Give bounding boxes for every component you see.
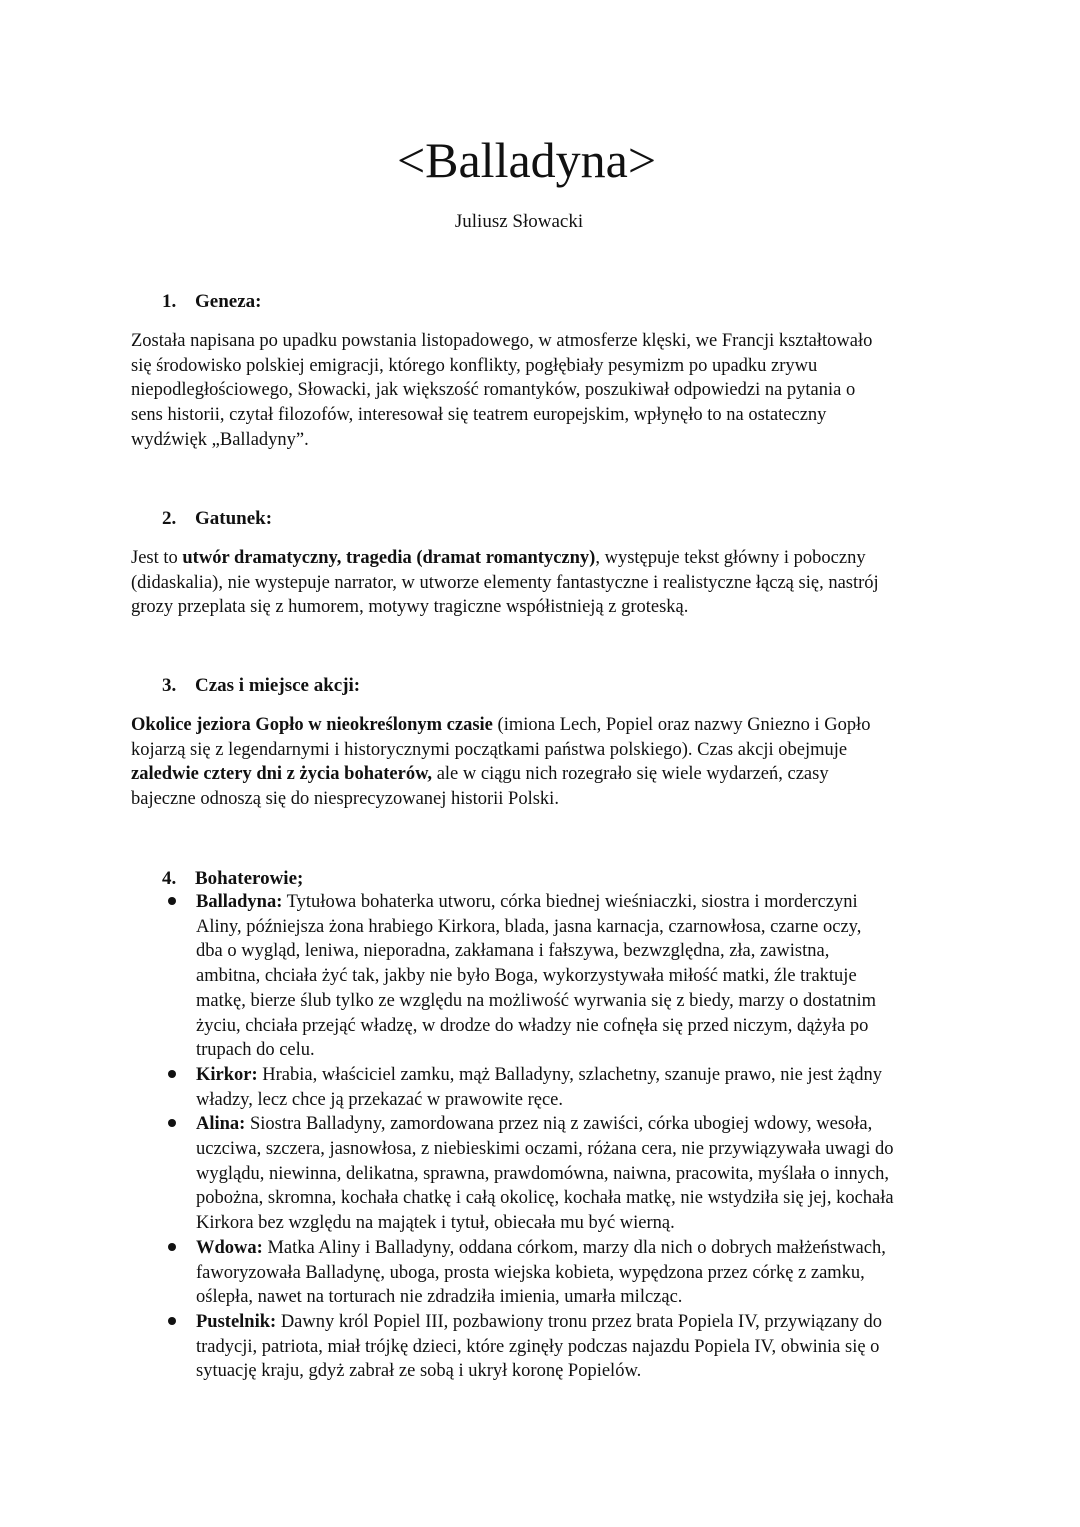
character-item-alina <box>0 1112 1080 1236</box>
paragraph-line: trupach do celu. <box>196 1040 315 1061</box>
paragraph-line <box>131 713 961 738</box>
bullet-icon <box>168 1070 176 1078</box>
character-item-wdowa <box>0 1236 1080 1310</box>
section-number: 4. <box>162 868 177 889</box>
paragraph-line: dba o wygląd, leniwa, nieporadna, zakłamana i fałszywa, bezwzględna, zła, zawistna, <box>196 941 830 962</box>
bullet-icon <box>168 1119 176 1127</box>
bold-text: Okolice jeziora Gopło w nieokreślonym czasie <box>131 715 493 735</box>
bullet-icon <box>168 1243 176 1251</box>
section-number: 1. <box>162 291 177 312</box>
text-run: Siostra Balladyny, zamordowana przez nią z zawiści, córka ubogiej wdowy, wesoła, <box>245 1114 873 1135</box>
text-run: Tytułowa bohaterka utworu, córka biednej wieśniaczki, siostra i morderczyni <box>282 892 858 912</box>
text-run: Dawny król Popiel III, pozbawiony tronu przez brata Popiela IV, przywiązany do <box>276 1311 883 1332</box>
paragraph-line <box>196 1112 1080 1137</box>
character-name: Wdowa: <box>196 1237 263 1258</box>
paragraph-line: Kirkora bez względu na majątek i tytuł, obiecała mu być wierną. <box>196 1213 675 1234</box>
paragraph-line: grozy przeplata się z humorem, motywy tragiczne współistnieją z groteską. <box>131 597 689 618</box>
section-heading-label: Geneza: <box>195 291 262 312</box>
text-run: Hrabia, właściciel zamku, mąż Balladyny, szlachetny, szanuje prawo, nie jest żądny <box>257 1064 882 1085</box>
section-heading-label: Czas i miejsce akcji: <box>195 675 361 696</box>
character-name: Balladyna: <box>196 892 283 912</box>
character-name: Kirkor: <box>196 1064 258 1085</box>
character-name: Pustelnik: <box>196 1311 277 1332</box>
bold-text: utwór dramatyczny, tragedia (dramat romantyczny) <box>182 548 596 568</box>
paragraph-line: kojarzą się z legendarnymi i historycznymi początkami państwa polskiego). Czas akcji obejmuje <box>131 739 848 760</box>
paragraph-line: matkę, bierze ślub tylko ze względu na możliwość wyrwania się z biedy, marzy o dostatnim <box>196 990 877 1011</box>
section-heading-label: Bohaterowie; <box>195 868 304 889</box>
paragraph-line <box>196 1236 1080 1261</box>
text-run: (imiona Lech, Popiel oraz nazwy Gniezno i Gopło <box>492 715 871 735</box>
paragraph-line: uczciwa, szczera, jasnowłosa, z niebieskimi oczami, różana cera, nie przywiązywała uwagi do <box>196 1139 894 1160</box>
characters-list <box>0 890 1080 1384</box>
paragraph-line <box>196 1310 1080 1335</box>
text-run: , występuje tekst główny i poboczny <box>595 548 866 568</box>
document-author: Juliusz Słowacki <box>454 211 584 232</box>
paragraph-line: (didaskalia), nie wystepuje narrator, w utworze elementy fantastyczne i realistyczne łączą się, nastrój <box>131 572 879 593</box>
paragraph-line: wydźwięk „Balladyny”. <box>131 429 309 450</box>
paragraph-line: sytuację kraju, gdyż zabrał ze sobą i ukrył koronę Popielów. <box>196 1361 642 1382</box>
section-body-gatunek <box>131 546 961 620</box>
paragraph-line: pobożna, skromna, kochała chatkę i całą okolicę, kochała matkę, nie wstydziła się jej, kochała <box>196 1188 894 1209</box>
character-item-balladyna <box>0 890 1080 1063</box>
text-run: Jest to <box>131 548 183 568</box>
paragraph-line: życiu, chciała przejąć władzę, w drodze do władzy nie cofnęła się przed niczym, dążyła po <box>196 1015 869 1036</box>
paragraph-line <box>196 1063 1080 1088</box>
paragraph-line: Aliny, późniejsza żona hrabiego Kirkora, blada, jasna karnacja, czarnowłosa, czarne oczy, <box>196 916 862 937</box>
paragraph-line <box>196 890 1080 915</box>
paragraph-line: ambitna, chciała żyć tak, jakby nie było Boga, wykorzystywała miłość matki, źle traktuje <box>196 966 857 987</box>
section-body-czas-i-miejsce <box>131 713 961 812</box>
section-body-geneza <box>131 329 961 453</box>
text-run: Matka Aliny i Balladyny, oddana córkom, marzy dla nich o dobrych małżeństwach, <box>262 1237 886 1258</box>
paragraph-line <box>131 546 961 571</box>
paragraph-line: władzy, lecz chce ją przekazać w prawowite ręce. <box>196 1089 564 1110</box>
paragraph-line: niepodległościowego, Słowacki, jak większość romantyków, poszukiwał odpowiedzi na pytania o <box>131 380 856 401</box>
paragraph-line: faworyzowała Balladynę, uboga, prosta wiejska kobieta, wypędzona przez córkę z zamku, <box>196 1262 865 1283</box>
paragraph-line: wyglądu, niewinna, delikatna, sprawna, prawdomówna, naiwna, pracowita, myślała o innych, <box>196 1163 890 1184</box>
character-item-pustelnik <box>0 1310 1080 1384</box>
paragraph-line: oślepła, nawet na torturach nie zdradziła imienia, umarła milcząc. <box>196 1287 683 1308</box>
paragraph-line: się środowisko polskiej emigracji, którego konflikty, pogłębiały pesymizm po upadku zrywu <box>131 355 818 376</box>
section-heading-label: Gatunek: <box>195 508 273 529</box>
paragraph-line: tradycji, patriota, miał trójkę dzieci, które zginęły podczas najazdu Popiela IV, obwinia się o <box>196 1336 880 1357</box>
section-heading-gatunek <box>162 506 272 532</box>
paragraph-line: sens historii, czytał filozofów, interesował się teatrem europejskim, wpłynęło to na ostateczny <box>131 405 827 426</box>
paragraph-line: bajeczne odnoszą się do niesprecyzowanej historii Polski. <box>131 789 559 810</box>
paragraph-line: Została napisana po upadku powstania listopadowego, w atmosferze klęski, we Francji kształtowało <box>131 331 873 351</box>
document-title: <Balladyna> <box>396 132 657 188</box>
section-heading-geneza <box>162 289 261 315</box>
section-number: 3. <box>162 675 177 696</box>
character-item-kirkor <box>0 1063 1080 1112</box>
section-number: 2. <box>162 508 177 529</box>
bold-text: zaledwie cztery dni z życia bohaterów, <box>131 764 433 785</box>
bullet-icon <box>168 897 176 905</box>
text-run: ale w ciągu nich rozegrało się wiele wydarzeń, czasy <box>432 764 829 785</box>
section-heading-czas-i-miejsce <box>162 673 360 699</box>
character-name: Alina: <box>196 1114 246 1135</box>
section-heading-bohaterowie <box>162 866 303 892</box>
paragraph-line <box>131 762 961 787</box>
bullet-icon <box>168 1317 176 1325</box>
